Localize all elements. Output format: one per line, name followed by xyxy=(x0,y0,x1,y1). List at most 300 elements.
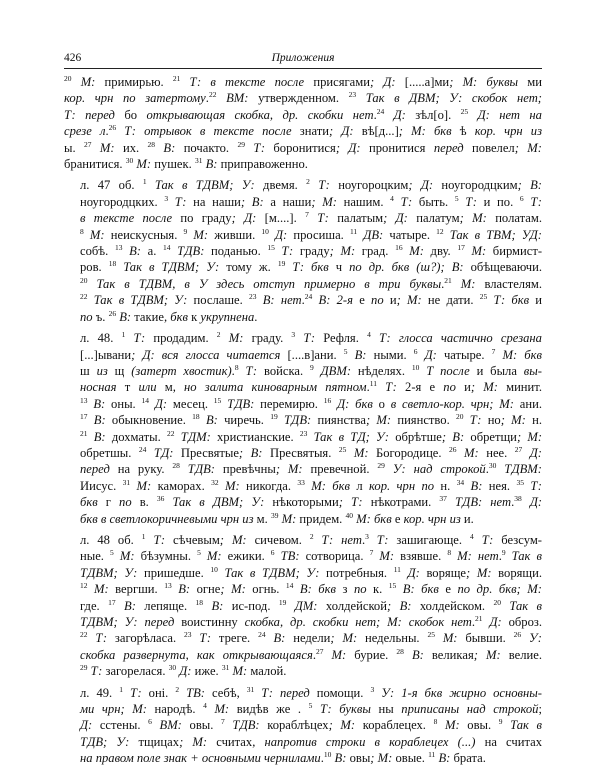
variant-reading xyxy=(275,244,282,258)
variant-reading: бурие. xyxy=(346,647,397,662)
text-line xyxy=(64,347,542,363)
variant-reading: огне xyxy=(190,582,221,597)
editorial-note: Так в ДВМ; У: скобок нет; xyxy=(365,91,542,106)
note-number: 5 xyxy=(308,701,313,711)
variant-reading: . xyxy=(373,107,377,122)
note-number: 20 xyxy=(64,74,72,83)
editorial-note: Т после xyxy=(426,363,470,378)
editorial-note: Так в ТВМ; УД: xyxy=(449,227,542,242)
variant-reading: просиша. xyxy=(287,227,350,242)
header-rule xyxy=(64,68,542,69)
editorial-note: ; М: xyxy=(220,582,246,597)
note-number: 22 xyxy=(167,428,175,438)
editorial-note: ТДВМ; У: xyxy=(80,565,138,580)
editorial-note: Т: бкв xyxy=(493,293,530,308)
variant-reading: полатам. xyxy=(486,211,542,226)
note-number: 35 xyxy=(516,477,524,487)
note-number: 5 xyxy=(343,346,348,356)
editorial-note: ; М: xyxy=(465,565,492,580)
variant-reading: обыкновение. xyxy=(105,413,193,428)
variant-reading: никогда. xyxy=(239,478,298,493)
variant-reading: где. xyxy=(80,598,109,613)
apparatus-paragraph xyxy=(64,177,542,325)
note-number: 30 xyxy=(488,461,497,471)
variant-reading xyxy=(394,195,401,209)
note-number: 25 xyxy=(427,630,435,640)
editorial-note: в светло-кор. чрн; М: xyxy=(390,396,514,411)
variant-reading: собѣ. xyxy=(80,244,115,259)
variant-reading: л. 47 об. xyxy=(80,178,143,193)
editorial-note: ; М: xyxy=(328,718,356,733)
editorial-note: Так в ТДВМ, в У здесь отступ примерно в три буквы xyxy=(96,276,442,291)
note-number: 14 xyxy=(163,243,171,253)
editorial-note: ; Д: xyxy=(408,178,434,193)
editorial-note: В: xyxy=(93,413,106,428)
variant-reading xyxy=(347,348,354,362)
editorial-note: укрупнена xyxy=(200,309,255,324)
note-number: 12 xyxy=(436,226,444,236)
editorial-note: М: xyxy=(444,718,460,733)
apparatus-paragraph xyxy=(64,330,542,527)
editorial-note: Т: xyxy=(318,178,330,193)
variant-reading: Богородице. xyxy=(368,445,450,460)
variant-reading: оброз. xyxy=(501,615,542,629)
editorial-note: Т: xyxy=(153,532,166,547)
variant-reading: граду xyxy=(293,244,330,259)
note-number: 23 xyxy=(299,428,308,438)
editorial-note: Так в xyxy=(509,598,542,613)
variant-reading: пушек. xyxy=(151,157,195,172)
variant-reading: послаше. xyxy=(187,293,249,308)
note-number: 31 xyxy=(246,684,255,694)
text-line xyxy=(64,227,542,243)
variant-reading: [...]ывани xyxy=(80,347,132,362)
variant-reading: зашигающе. xyxy=(388,532,470,547)
note-number: 6 xyxy=(413,346,418,356)
note-number: 15 xyxy=(388,581,397,591)
editorial-note: носная xyxy=(80,380,117,395)
variant-reading xyxy=(147,178,155,192)
editorial-note: Д: xyxy=(529,445,542,460)
variant-reading: воистинну xyxy=(174,615,245,629)
text-line xyxy=(64,379,542,395)
editorial-note: ; Д: xyxy=(231,211,257,226)
variant-reading xyxy=(146,446,154,460)
variant-reading xyxy=(312,702,320,716)
editorial-note: М: xyxy=(442,631,458,646)
editorial-note: Т: xyxy=(281,244,294,259)
editorial-note: В: xyxy=(273,631,286,646)
editorial-note: ТДВ: xyxy=(187,462,215,477)
editorial-note: Д: xyxy=(393,107,406,122)
variant-reading: овы. xyxy=(459,718,499,733)
editorial-note: М: xyxy=(119,549,135,564)
editorial-note: ; М: xyxy=(311,194,337,209)
note-number: 2 xyxy=(175,684,180,694)
variant-reading xyxy=(346,446,354,460)
editorial-note: В: xyxy=(470,478,483,493)
editorial-note: М: xyxy=(464,445,479,460)
variant-reading: чиречь. xyxy=(217,413,271,428)
editorial-note: кор. чрн из xyxy=(474,124,543,139)
variant-reading: т xyxy=(116,380,139,395)
note-number: 19 xyxy=(277,259,286,269)
note-number: 24 xyxy=(304,292,313,302)
variant-reading: . xyxy=(471,615,476,629)
note-number: 1 xyxy=(141,531,146,541)
variant-reading xyxy=(180,75,189,89)
variant-reading: ворящи. xyxy=(491,565,542,580)
variant-reading: пиянства xyxy=(311,413,366,428)
variant-reading: сстены. xyxy=(92,718,149,733)
editorial-note: ; Д: xyxy=(383,211,408,226)
variant-reading: дохматы. xyxy=(105,429,168,444)
variant-reading: овы. xyxy=(181,718,221,733)
variant-reading: ные. xyxy=(80,549,111,564)
note-number: 14 xyxy=(141,395,150,405)
variant-reading: месец. xyxy=(167,396,214,411)
text-line xyxy=(64,309,542,325)
variant-reading xyxy=(125,331,133,345)
variant-reading: огнь. xyxy=(245,582,286,597)
editorial-note: В: 2-я xyxy=(318,293,353,308)
editorial-note: ; В: xyxy=(238,445,263,460)
editorial-note: ТДВ: нет xyxy=(454,495,512,510)
variant-reading: сѣчевым xyxy=(165,532,220,547)
variant-reading xyxy=(180,462,188,476)
variant-reading: нашим. xyxy=(336,194,391,209)
page-number: 426 xyxy=(64,52,82,64)
apparatus-paragraph xyxy=(64,532,542,680)
variant-reading: . xyxy=(301,293,305,308)
editorial-note: по др. бкв (ш?); В: xyxy=(349,260,464,275)
editorial-note: , напротив строки в кораблецех (...) xyxy=(252,734,476,749)
editorial-note: М: xyxy=(471,244,487,259)
note-number: 2 xyxy=(216,330,221,340)
variant-reading: . xyxy=(231,363,235,378)
note-number: 3 xyxy=(164,193,169,203)
editorial-note: ДМ: xyxy=(294,598,318,613)
apparatus-body xyxy=(64,74,542,772)
text-line xyxy=(64,74,542,90)
editorial-note: ; М: xyxy=(365,413,392,428)
editorial-note: (затерт хвостик) xyxy=(131,363,232,378)
text-line xyxy=(64,663,542,679)
note-number: 7 xyxy=(491,346,496,356)
text-line xyxy=(64,717,542,733)
editorial-note: Так в ДВМ; У: xyxy=(172,495,265,510)
variant-reading: по граду xyxy=(172,211,232,226)
variant-reading: обретшы. xyxy=(80,445,139,460)
editorial-note: У: xyxy=(529,631,542,646)
note-number: 23 xyxy=(184,630,192,640)
editorial-note: на правом поле знак + основными чернилами xyxy=(80,751,321,766)
note-number: 15 xyxy=(267,243,275,253)
text-line xyxy=(64,647,542,663)
text-line xyxy=(64,734,542,750)
text-line xyxy=(64,598,542,614)
variant-reading: и xyxy=(383,293,397,308)
variant-reading: . xyxy=(485,462,489,477)
editorial-note: , бкв xyxy=(163,309,188,324)
editorial-note: из xyxy=(96,363,108,378)
variant-reading: оны. xyxy=(105,396,142,411)
variant-reading: . xyxy=(366,380,370,395)
text-line xyxy=(64,90,542,106)
editorial-note: ТВ: xyxy=(186,685,205,700)
text-line xyxy=(64,614,542,630)
text-line xyxy=(64,532,542,548)
editorial-note: ; В: xyxy=(386,598,412,613)
variant-reading: боронитися xyxy=(265,140,336,155)
variant-reading xyxy=(116,599,124,613)
editorial-note: М: бкв xyxy=(311,478,350,493)
note-number: 30 xyxy=(125,156,134,166)
editorial-note: по xyxy=(80,309,93,324)
variant-reading: примирью. xyxy=(95,75,173,89)
editorial-note: ; М: xyxy=(275,462,303,477)
variant-reading: г xyxy=(97,495,120,510)
variant-reading: ноугородцким xyxy=(433,178,518,193)
editorial-note: по xyxy=(353,582,367,597)
editorial-note: М: xyxy=(460,276,476,291)
text-line xyxy=(64,330,542,346)
editorial-note: М: xyxy=(214,702,230,717)
note-number: 38 xyxy=(514,494,522,504)
editorial-note: вы- xyxy=(523,363,542,378)
note-number: 21 xyxy=(172,74,181,83)
variant-reading: щ xyxy=(107,363,132,378)
note-number: 1 xyxy=(121,330,126,340)
editorial-note: Т: xyxy=(530,194,542,209)
note-number: 11 xyxy=(393,564,401,574)
variant-reading: вергши. xyxy=(108,582,165,597)
variant-reading: палатум xyxy=(407,211,460,226)
variant-reading: помощи. xyxy=(309,685,371,700)
variant-reading: ноугороцким xyxy=(329,178,409,193)
editorial-note: Так в ТДВМ; У: xyxy=(93,293,188,308)
variant-reading xyxy=(216,91,226,105)
variant-reading: м. xyxy=(253,511,271,526)
variant-reading: . xyxy=(441,276,445,291)
editorial-note: М: бкв xyxy=(356,511,392,526)
variant-reading: к xyxy=(187,309,201,324)
variant-reading: . xyxy=(498,549,502,564)
note-number: 24 xyxy=(258,630,266,640)
note-number: 3 xyxy=(365,531,369,541)
note-number: 23 xyxy=(249,292,257,302)
variant-reading xyxy=(377,380,385,394)
variant-reading xyxy=(314,364,321,378)
variant-reading: оні. xyxy=(141,685,176,700)
text-line xyxy=(64,461,542,477)
variant-reading: и xyxy=(455,380,471,395)
variant-reading: ѣ xyxy=(451,124,475,139)
variant-reading xyxy=(401,566,408,580)
variant-reading: ш xyxy=(80,363,97,378)
variant-reading: кораблѣцех xyxy=(259,718,329,733)
variant-reading xyxy=(123,686,130,700)
variant-reading: чатыре. xyxy=(383,227,437,242)
editorial-note: Д: xyxy=(424,347,437,362)
variant-reading: бранитися. xyxy=(64,157,126,172)
text-line xyxy=(64,156,542,172)
editorial-note: В: xyxy=(438,751,451,766)
editorial-note: ; В: xyxy=(240,194,264,209)
editorial-note: В: xyxy=(334,751,347,766)
note-number: 23 xyxy=(348,90,357,100)
text-line xyxy=(64,243,542,259)
variant-reading: живши. xyxy=(208,227,262,242)
variant-reading: ъ. xyxy=(92,309,109,324)
variant-reading xyxy=(385,462,393,476)
variant-reading xyxy=(310,178,318,192)
editorial-note: В: xyxy=(205,413,218,428)
note-number: 31 xyxy=(122,477,131,487)
editorial-note: ; М: xyxy=(500,413,526,428)
editorial-note: кор. чрн по затертому xyxy=(64,91,206,106)
note-number: 24 xyxy=(138,444,147,454)
variant-reading: сичевом. xyxy=(246,532,310,547)
editorial-note: ; М: xyxy=(470,380,498,395)
note-number: 33 xyxy=(297,477,305,487)
editorial-note: ; Д: xyxy=(329,124,354,139)
variant-reading: и. xyxy=(460,511,474,526)
note-number: 7 xyxy=(305,210,309,220)
note-number: 34 xyxy=(456,477,465,487)
note-number: 8 xyxy=(447,548,452,558)
variant-reading: воряще xyxy=(419,565,466,580)
variant-reading: и была xyxy=(469,363,524,378)
variant-reading: з xyxy=(335,582,354,597)
variant-reading xyxy=(218,566,225,580)
note-number: 13 xyxy=(164,581,172,591)
editorial-note: Д: бкв xyxy=(337,396,373,411)
running-title: Приложения xyxy=(271,52,335,64)
variant-reading: [....в]ани. xyxy=(280,347,344,362)
note-number: 21 xyxy=(475,614,483,623)
editorial-note: Т: в тексте после xyxy=(189,75,305,89)
apparatus-paragraph xyxy=(64,74,542,172)
variant-reading: обретщи xyxy=(464,429,517,444)
editorial-note: Т: xyxy=(530,478,542,493)
variant-reading xyxy=(168,195,175,209)
variant-reading: . xyxy=(105,124,109,139)
variant-reading: нея. xyxy=(482,478,517,493)
editorial-note: в тексте после xyxy=(80,211,173,226)
variant-reading: почакто. xyxy=(175,140,238,155)
variant-reading: присягами xyxy=(304,75,370,89)
editorial-note: бкв xyxy=(80,495,98,510)
note-number: 4 xyxy=(469,531,474,541)
editorial-note: Т: перед xyxy=(261,685,310,700)
variant-reading: Пресвятыя. xyxy=(262,445,339,460)
variant-reading xyxy=(522,446,530,460)
variant-reading xyxy=(495,348,502,362)
variant-reading: поданью. xyxy=(204,244,268,259)
editorial-note: ; Т: xyxy=(338,495,363,510)
variant-reading: нѣкотрами. xyxy=(362,495,440,510)
editorial-note: М: xyxy=(353,445,369,460)
note-number: 22 xyxy=(80,292,88,302)
variant-reading: пиянство. xyxy=(391,413,456,428)
editorial-note: по xyxy=(371,293,384,308)
editorial-note: В: бкв xyxy=(402,582,439,597)
editorial-note: ; М: xyxy=(370,751,393,766)
variant-reading: ; xyxy=(538,702,542,717)
editorial-note: Т: нет xyxy=(321,532,362,547)
variant-reading: а наши xyxy=(263,194,312,209)
note-number: 17 xyxy=(457,243,465,253)
variant-reading: а. xyxy=(140,244,164,259)
variant-reading: град. xyxy=(355,244,396,259)
variant-reading xyxy=(435,631,443,645)
variant-reading xyxy=(384,108,393,122)
variant-reading: недельны. xyxy=(357,631,428,646)
note-number: 19 xyxy=(278,597,287,607)
variant-reading: войска. xyxy=(257,363,311,378)
variant-reading: зѣл[о]. xyxy=(405,107,461,122)
editorial-note: У: 1-я бкв жирно основны- xyxy=(381,685,542,700)
editorial-note: , xyxy=(236,685,247,700)
text-line xyxy=(64,701,542,717)
editorial-note: В: xyxy=(124,598,136,613)
text-line xyxy=(64,412,542,428)
note-number: 10 xyxy=(323,750,332,760)
editorial-note: ; М: xyxy=(330,631,358,646)
variant-reading: взявше. xyxy=(394,549,448,564)
note-number: 16 xyxy=(395,243,403,253)
variant-reading: Пресвятые xyxy=(173,445,239,460)
editorial-note: ТДВ: xyxy=(177,244,205,259)
variant-reading: быть. xyxy=(412,194,455,209)
variant-reading: знати xyxy=(291,124,330,139)
variant-reading: в. xyxy=(131,495,157,510)
variant-reading: . xyxy=(320,751,324,766)
variant-reading: властелям. xyxy=(475,276,542,291)
editorial-note: М: xyxy=(206,549,222,564)
editorial-note: открывающая скобка, др. скобки нет xyxy=(146,107,374,122)
variant-reading: двемя. xyxy=(254,178,307,193)
note-number: 37 xyxy=(439,494,447,504)
variant-reading xyxy=(447,495,455,509)
editorial-note: ; М: xyxy=(459,211,487,226)
note-number: 27 xyxy=(514,444,523,454)
text-line xyxy=(64,750,542,766)
note-number: 8 xyxy=(234,362,239,372)
editorial-note: Д: xyxy=(529,495,543,510)
variant-reading xyxy=(404,648,412,662)
note-number: 4 xyxy=(203,701,207,711)
variant-reading: [.....а]ми xyxy=(395,75,450,89)
editorial-note: по др. бкв xyxy=(457,582,517,597)
variant-reading: бо xyxy=(114,107,147,122)
note-number: 13 xyxy=(114,243,123,253)
note-number: 7 xyxy=(369,548,374,558)
note-number: 18 xyxy=(192,412,200,422)
editorial-note: ; Д: xyxy=(369,75,396,89)
editorial-note: ; М: xyxy=(516,582,542,597)
variant-reading xyxy=(474,533,482,547)
variant-reading: чатыре. xyxy=(436,347,492,362)
variant-reading: потребныя. xyxy=(319,565,394,580)
editorial-note: Так в xyxy=(511,549,542,564)
note-number: 39 xyxy=(270,510,279,520)
editorial-note: М: xyxy=(281,511,297,526)
variant-reading xyxy=(521,631,529,645)
note-number: 16 xyxy=(323,395,332,405)
editorial-note: М: xyxy=(136,157,152,172)
